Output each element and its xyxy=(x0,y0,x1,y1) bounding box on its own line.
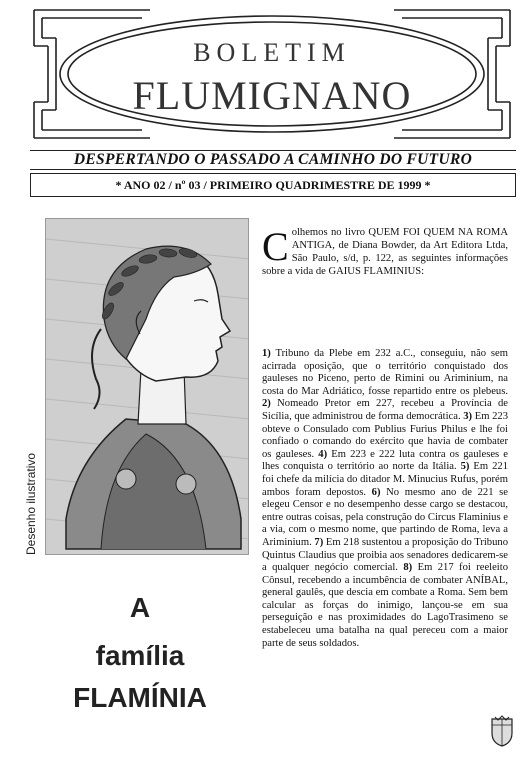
item-text: No mesmo ano de 221 se elegeu Censor e no desempenho desse cargo se destacou, entre outras coisas, pela construção do Circus Flaminius e a via, com o mesmo nome, que partindo de Roma, leva a Ariminium. xyxy=(262,486,508,548)
item-number: 1) xyxy=(262,348,271,359)
issue-line: * ANO 02 / nº 03 / PRIMEIRO QUADRIMESTRE DE 1999 * xyxy=(30,173,516,197)
item-number: 4) xyxy=(318,448,328,460)
item-text: Em 221 foi chefe da milícia do ditador M. Minucius Rufus, porém ambos foram depostos. xyxy=(262,461,508,498)
coat-of-arms-seal xyxy=(489,715,515,747)
article-body xyxy=(262,348,508,650)
slogan: DESPERTANDO O PASSADO A CAMINHO DO FUTURO xyxy=(30,150,516,170)
headline-line2: família xyxy=(95,640,185,671)
masthead-title-line1: BOLETIM xyxy=(193,38,351,67)
laureate-bust-illustration xyxy=(45,218,249,555)
item-number: 2) xyxy=(262,398,271,410)
headline-line1: A xyxy=(129,592,151,623)
item-number: 7) xyxy=(314,536,324,548)
item-text: Em 217 foi reeleito Cônsul, recebendo a incumbência de combater ANÍBAL, general gaulês, que descia em combate a Roma. Sem bem calcular as forças do inimigo, lançou-se em sua perseguição e nas proximidades do LagoTrasimeno se estabeleceu uma batalha na qual pereceu com a maior parte de seus soldados. xyxy=(262,562,508,649)
masthead-title-line2: FLUMIGNANO xyxy=(132,73,412,118)
item-text: Em 223 obteve o Consulado com Publius Furius Philus e lhe foi confiado o comando do exército que havia de combater os gauleses. xyxy=(262,410,508,460)
item-number: 5) xyxy=(460,461,470,473)
intro-text: olhemos no livro QUEM FOI QUEM NA ROMA ANTIGA, de Diana Bowder, da Art Editora Ltda, São Paulo, s/d, p. 122, as seguintes informações sobre a vida de GAIUS FLAMINIUS: xyxy=(262,227,508,277)
item-number: 6) xyxy=(371,486,381,498)
drop-cap: C xyxy=(262,224,289,269)
headline-line3: FLAMÍNIA xyxy=(73,682,207,713)
item-text: Em 223 e 222 luta contra os gauleses e lhes conquista o território ao norte da Itália. xyxy=(262,448,508,473)
item-text: Nomeado Pretor em 227, recebeu a Província de Sicília, que administrou de forma democrática. xyxy=(262,398,508,422)
item-text: Tribuno da Plebe em 232 a.C., conseguiu, não sem acirrada oposição, que o território conquistado dos gauleses no Piceno, perto de Rimini ou Ariminium, na costa do Mar Adriático, fosse repartido entre os plebeus. xyxy=(262,348,508,397)
item-number: 8) xyxy=(403,562,413,574)
item-text: Em 218 sustentou a proposição do Tribuno Quintus Claudius que proibia aos senadores dedicarem-se a qualquer negócio comercial. xyxy=(262,536,508,574)
masthead xyxy=(30,6,514,142)
image-caption: Desenho ilustrativo xyxy=(24,452,38,555)
article-intro xyxy=(262,226,508,278)
article-headline xyxy=(40,588,240,718)
item-number: 3) xyxy=(463,410,473,422)
